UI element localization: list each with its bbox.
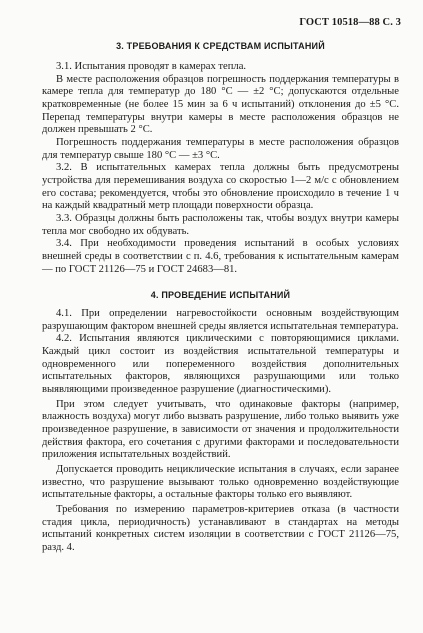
paragraph-4-2-criteria: Требования по измерению параметров-критериев отказа (в частности стадия цикла, периодичность) устанавливают в стандартах на методы испытаний конкретных систем изоляции в соответствии с ГОСТ 21126—75, разд. 4. bbox=[42, 504, 399, 553]
paragraph-4-1: 4.1. При определении нагревостойкости основным воздействующим разрушающим фактором внешней среды является испытательная температура. bbox=[42, 308, 399, 332]
paragraph-4-2: 4.2. Испытания являются циклическими с повторяющимися циклами. Каждый цикл состоит из воздействия испытательной температуры и одновременного или попеременного воздействия дополнительных испытательных факторов, являющихся разрушающими или только выявляющими произведенное разрушение (диагностическими). bbox=[42, 333, 399, 396]
page-content bbox=[42, 41, 399, 555]
section-3-title: 3. ТРЕБОВАНИЯ К СРЕДСТВАМ ИСПЫТАНИЙ bbox=[116, 41, 325, 51]
paragraph-3-1-above-180: Погрешность поддержания температуры в месте расположения образцов для температур свыше 180 °С — ±3 °С. bbox=[42, 136, 399, 161]
paragraph-4-2-noncyclic: Допускается проводить нециклические испытания в случаях, если заранее известно, что разрушение вызывают только одновременно воздействующие испытательные факторы, а остальные факторы только его выявляют. bbox=[42, 464, 399, 501]
paragraph-3-1-temperature: В месте расположения образцов погрешность поддержания температуры в камере тепла для температур до 180 °С — ±2 °С; допускаются отдельные кратковременные (не более 15 мин за 6 ч испытаний) отклонения до ±5 °С. Перепад температуры внутри камеры в месте расположения образцов не должен превышать 2 °С. bbox=[42, 73, 399, 136]
paragraph-4-2-factors: При этом следует учитывать, что одинаковые факторы (например, влажность воздуха) могут либо вызвать разрушение, либо только выявить уже произведенное разрушение, в зависимости от значения и продолжительности действия фактора, его сочетания с другими факторами и последовательности приложения испытательных воздействий. bbox=[42, 398, 399, 461]
page-header: ГОСТ 10518—88 С. 3 bbox=[299, 17, 401, 28]
section-4-title: 4. ПРОВЕДЕНИЕ ИСПЫТАНИЙ bbox=[150, 290, 291, 301]
paragraph-3-3: 3.3. Образцы должны быть расположены так, чтобы воздух внутри камеры тепла мог свободно их обдувать. bbox=[42, 212, 399, 237]
paragraph-3-1: 3.1. Испытания проводят в камерах тепла. bbox=[56, 61, 247, 72]
paragraph-3-4: 3.4. При необходимости проведения испытаний в особых условиях внешней среды в соответствии с п. 4.6, требования к испытательным камерам — по ГОСТ 21126—75 и ГОСТ 24683—81. bbox=[42, 238, 399, 275]
paragraph-3-2: 3.2. В испытательных камерах тепла должны быть предусмотрены устройства для перемешивания воздуха со скоростью 1—2 м/с с обновлением его состава; рекомендуется, чтобы это обновление происходило в течение 1 ч на каждый квадратный метр площади поверхности образца. bbox=[42, 162, 399, 212]
